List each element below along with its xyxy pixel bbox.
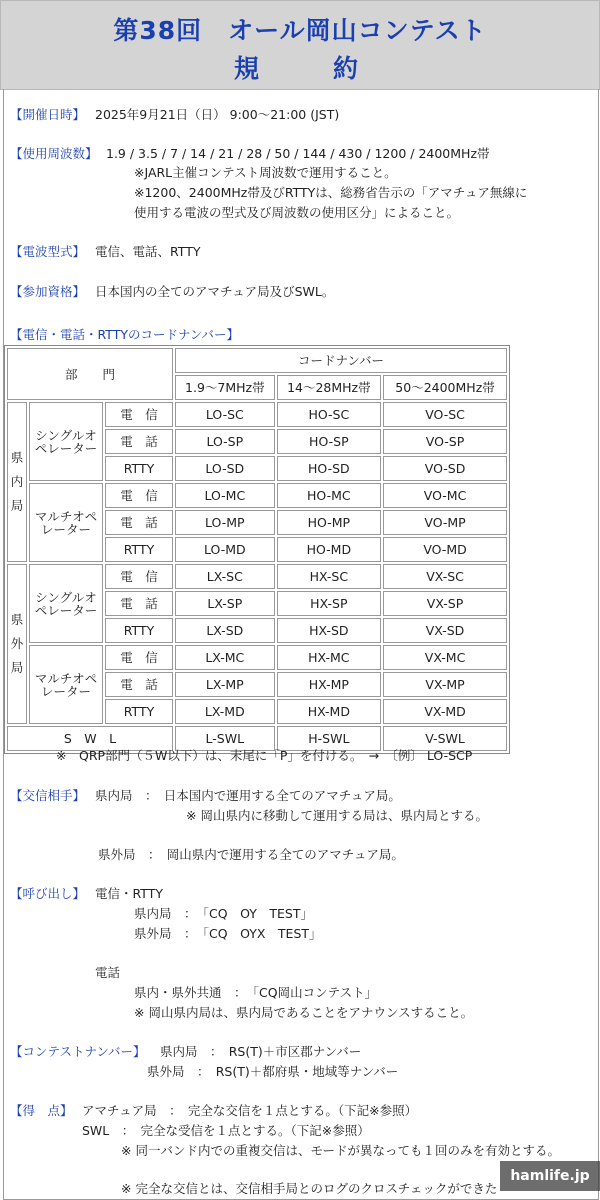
table-cell: VO-SP <box>383 429 507 454</box>
table-cell: HO-MP <box>277 510 381 535</box>
score-swl: SWL ： 完全な受信を１点とする。（下記※参照） <box>82 1123 370 1138</box>
table-cell: HX-SC <box>277 564 381 589</box>
freq-note: ※1200、2400MHz帯及びRTTYは、総務省告示の「アマチュア無線に <box>134 185 528 200</box>
mode-cell: 電 話 <box>105 672 173 697</box>
in-pref-cell: 県内局 <box>7 402 27 562</box>
mode-label: 【電波型式】 <box>10 244 86 259</box>
table-cell: VX-SP <box>383 591 507 616</box>
mode-cell: 電 信 <box>105 483 173 508</box>
mode-cell: 電 信 <box>105 402 173 427</box>
eligibility-label: 【参加資格】 <box>10 284 86 299</box>
table-cell: LO-SP <box>175 429 275 454</box>
table-cell: VX-SD <box>383 618 507 643</box>
mode-value: 電信、電話、RTTY <box>95 244 201 259</box>
score-label: 【得 点】 <box>10 1103 73 1118</box>
partners-label: 【交信相手】 <box>10 788 86 803</box>
partners-in: 県内局 ： 日本国内で運用する全てのアマチュア局。 <box>95 788 401 803</box>
table-cell: LX-SP <box>175 591 275 616</box>
table-cell: VO-MD <box>383 537 507 562</box>
table-cell: HX-SP <box>277 591 381 616</box>
number-out: 県外局 ： RS(T)＋都府県・地域等ナンバー <box>147 1064 399 1079</box>
table-cell: HO-SD <box>277 456 381 481</box>
table-cell: VX-MC <box>383 645 507 670</box>
freq-note: ※JARL主催コンテスト周波数で運用すること。 <box>134 165 397 180</box>
table-cell: VX-MP <box>383 672 507 697</box>
calling-label: 【呼び出し】 <box>10 886 86 901</box>
table-cell: L-SWL <box>175 726 275 751</box>
table-cell: H-SWL <box>277 726 381 751</box>
partners-out: 県外局 ： 岡山県内で運用する全てのアマチュア局。 <box>98 847 404 862</box>
calling-cw-head: 電信・RTTY <box>95 886 163 901</box>
table-cell: HX-MC <box>277 645 381 670</box>
calling-ph-note: ※ 岡山県内局は、県内局であることをアナウンスすること。 <box>134 1005 474 1020</box>
code-table-label: 【電信・電話・RTTYのコードナンバー】 <box>10 327 239 342</box>
table-cell: LX-SD <box>175 618 275 643</box>
partners-note: ※ 岡山県内に移動して運用する局は、県内局とする。 <box>186 808 488 823</box>
mode-cell: 電 話 <box>105 591 173 616</box>
number-label: 【コンテストナンバー】 <box>10 1044 146 1059</box>
table-cell: LO-MD <box>175 537 275 562</box>
mode-cell: RTTY <box>105 456 173 481</box>
table-cell: LX-SC <box>175 564 275 589</box>
table-cell: HX-SD <box>277 618 381 643</box>
date-value: 2025年9月21日（日） 9:00～21:00 (JST) <box>95 107 340 122</box>
mode-cell: 電 信 <box>105 645 173 670</box>
table-cell: HO-MC <box>277 483 381 508</box>
band-header: 14～28MHz帯 <box>277 375 381 400</box>
page-subtitle: 規 約 <box>233 54 366 83</box>
page-header <box>0 0 600 90</box>
table-cell: LO-SC <box>175 402 275 427</box>
calling-cw-out: 県外局 ： 「CQ OYX TEST」 <box>134 926 322 941</box>
multi-op-cell: マルチオペレーター <box>29 483 103 562</box>
table-cell: VX-SC <box>383 564 507 589</box>
score-note: ※ 完全な交信とは、交信相手局とのログのクロスチェックができた <box>121 1181 498 1196</box>
table-cell: HO-SP <box>277 429 381 454</box>
band-header: 50～2400MHz帯 <box>383 375 507 400</box>
calling-ph-head: 電話 <box>95 965 121 980</box>
score-note: ※ 同一バンド内での重複交信は、モードが異なっても１回のみを有効とする。 <box>121 1143 560 1158</box>
single-op-cell: シングルオペレーター <box>29 564 103 643</box>
table-cell: V-SWL <box>383 726 507 751</box>
table-cell: VX-MD <box>383 699 507 724</box>
table-cell: VO-SD <box>383 456 507 481</box>
mode-cell: 電 話 <box>105 429 173 454</box>
table-cell: LO-SD <box>175 456 275 481</box>
date-label: 【開催日時】 <box>10 107 86 122</box>
table-cell: LX-MP <box>175 672 275 697</box>
table-cell: HX-MD <box>277 699 381 724</box>
table-cell: HX-MP <box>277 672 381 697</box>
table-cell: HO-MD <box>277 537 381 562</box>
eligibility-value: 日本国内の全てのアマチュア局及びSWL。 <box>95 284 335 299</box>
table-cell: LO-MP <box>175 510 275 535</box>
code-number-table <box>4 345 510 754</box>
mode-cell: 電 信 <box>105 564 173 589</box>
band-header: 1.9～7MHz帯 <box>175 375 275 400</box>
calling-cw-in: 県内局 ： 「CQ OY TEST」 <box>134 906 313 921</box>
table-cell: VO-SC <box>383 402 507 427</box>
out-pref-cell: 県外局 <box>7 564 27 724</box>
table-header-category: 部 門 <box>7 348 173 400</box>
score-ham: アマチュア局 ： 完全な交信を１点とする。（下記※参照） <box>82 1103 418 1118</box>
mode-cell: RTTY <box>105 699 173 724</box>
table-cell: LX-MD <box>175 699 275 724</box>
table-cell: VO-MP <box>383 510 507 535</box>
freq-note: 使用する電波の型式及び周波数の使用区分」によること。 <box>134 205 460 220</box>
table-cell: LO-MC <box>175 483 275 508</box>
calling-ph-both: 県内・県外共通 ： 「CQ岡山コンテスト」 <box>134 985 378 1000</box>
page-title: 第38回 オール岡山コンテスト <box>113 16 487 45</box>
mode-cell: 電 話 <box>105 510 173 535</box>
multi-op-cell: マルチオペレーター <box>29 645 103 724</box>
freq-value: 1.9 / 3.5 / 7 / 14 / 21 / 28 / 50 / 144 / 430 / 1200 / 2400MHz帯 <box>106 146 490 161</box>
mode-cell: RTTY <box>105 618 173 643</box>
freq-label: 【使用周波数】 <box>10 146 98 161</box>
table-header-code: コードナンバー <box>175 348 507 373</box>
qrp-note: ※ QRP部門（５W以下）は、末尾に「P」を付ける。 → 〔例〕 LO-SCP <box>56 748 473 763</box>
number-in: 県内局 ： RS(T)＋市区郡ナンバー <box>160 1044 362 1059</box>
table-cell: LX-MC <box>175 645 275 670</box>
table-cell: HO-SC <box>277 402 381 427</box>
mode-cell: RTTY <box>105 537 173 562</box>
table-cell: VO-MC <box>383 483 507 508</box>
swl-label-cell: S W L <box>7 726 173 751</box>
single-op-cell: シングルオペレーター <box>29 402 103 481</box>
site-watermark: hamlife.jp <box>500 1161 600 1191</box>
